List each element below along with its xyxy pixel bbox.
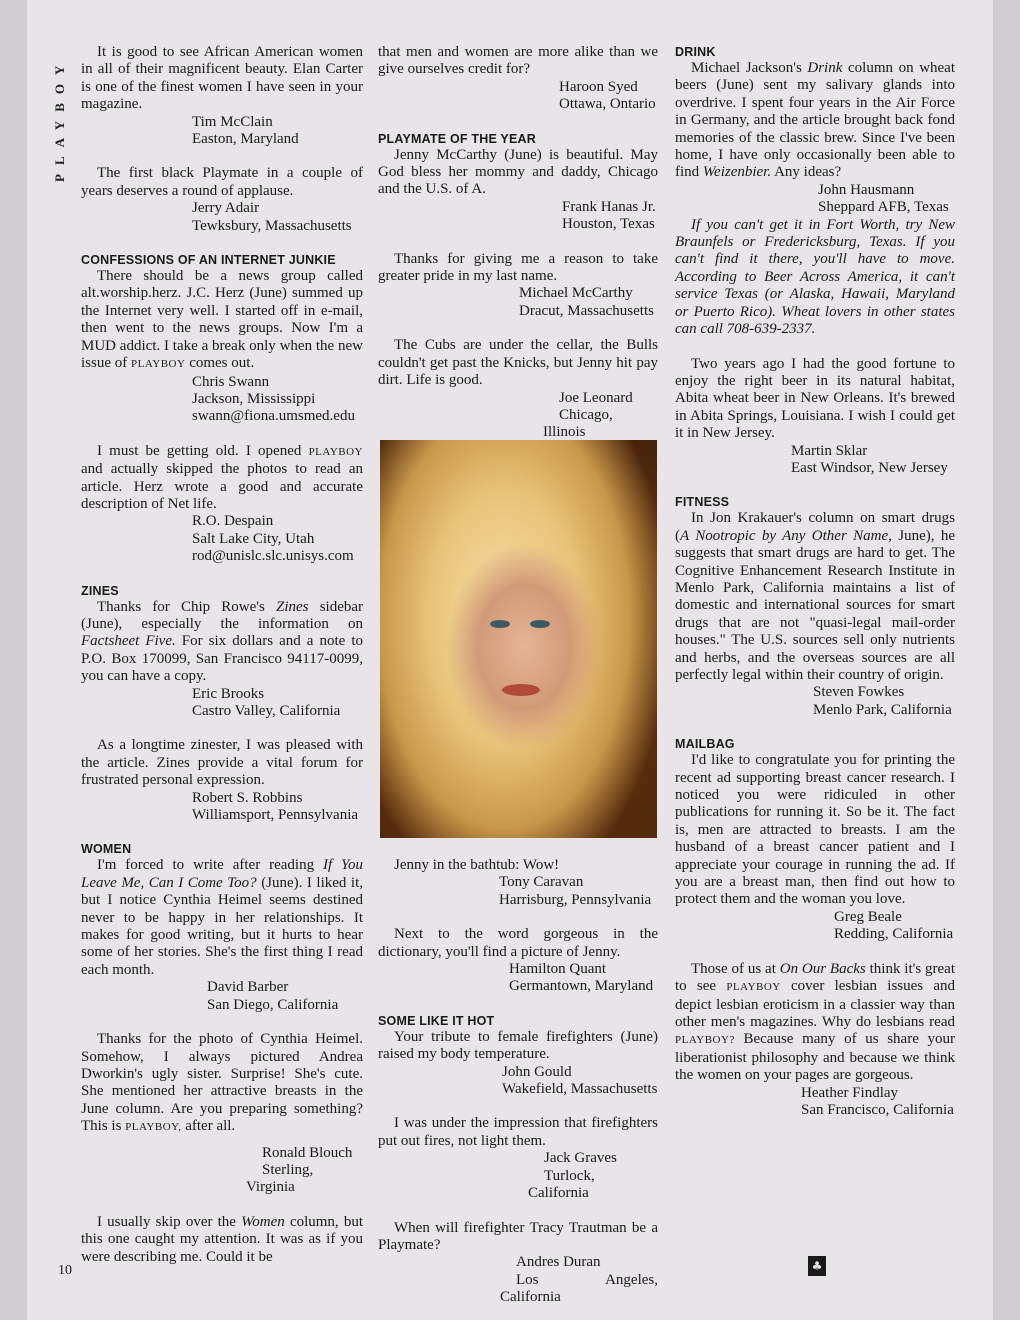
letter-location: Sterling, Virginia	[246, 1161, 314, 1196]
rabbit-logo-icon: ♣	[808, 1256, 826, 1276]
letter-signature: Jack Graves	[544, 1150, 617, 1167]
letter-text: I usually skip over the Women column, but this one caught my attention. It was as if you were describing me. Could it be	[81, 1213, 364, 1265]
letter-location: San Francisco, California	[801, 1101, 954, 1118]
section-heading: SOME LIKE IT HOT	[378, 1013, 495, 1028]
letter-location: Castro Valley, California	[192, 703, 341, 719]
letter-location: Salt Lake City, Utah	[192, 530, 315, 547]
photo-eye	[530, 620, 550, 628]
letter-location: Redding, California	[834, 926, 954, 943]
letter-signature: Jerry Adair	[192, 200, 260, 217]
letter-location: San Diego, California	[207, 996, 339, 1013]
letter-signature: Haroon Syed	[559, 78, 638, 95]
letter-text: The first black Playmate in a couple of years deserves a round of applause.	[81, 165, 363, 199]
letter-location: Wakefield, Massachusetts	[502, 1081, 658, 1098]
letter-text: Thanks for Chip Rowe's Zines sidebar (June), especially the information on Factsheet Five. For six dollars and a note to P.O. Box 170099, San Francisco 94117-0099, you can have a copy.	[81, 598, 364, 685]
letter-text: I was under the impression that firefighters put out fires, not light them.	[378, 1115, 658, 1149]
letter-signature: Tony Caravan	[499, 874, 584, 891]
letter-text: Thanks for giving me a reason to take greater pride in my last name.	[378, 250, 658, 285]
letter-text: Jenny McCarthy (June) is beautiful. May God bless her mommy and daddy, Chicago and the U.S. of A.	[378, 146, 658, 198]
letter-signature: Eric Brooks	[192, 685, 265, 702]
letter-signature: Frank Hanas Jr.	[562, 198, 656, 215]
section-heading: PLAYMATE OF THE YEAR	[378, 131, 536, 146]
letter-text: I must be getting old. I opened PLAYBOY and actually skipped the photos to read an article. Herz wrote a good and accurate description of Net life.	[81, 442, 364, 512]
letter-location: Turlock, California	[528, 1167, 595, 1202]
section-heading: WOMEN	[81, 842, 132, 857]
letter-signature: Heather Findlay	[801, 1084, 899, 1101]
letter-signature: R.O. Despain	[192, 513, 274, 530]
letter-location: Chicago, Illinois	[543, 406, 613, 441]
letter-signature: Martin Sklar	[791, 442, 868, 459]
letter-text: that men and women are more alike than we give ourselves credit for?	[378, 44, 658, 78]
masthead: PLAYBOY	[52, 56, 67, 182]
letter-location: Germantown, Maryland	[509, 978, 654, 995]
letter-signature: Tim McClain	[192, 113, 273, 130]
letter-signature: Hamilton Quant	[509, 961, 607, 978]
column-3	[675, 44, 955, 1119]
column-2-lower	[378, 857, 658, 1307]
jenny-mccarthy-photo	[380, 440, 657, 838]
photo-eye	[490, 620, 510, 628]
letter-location: East Windsor, New Jersey	[791, 459, 948, 476]
letter-signature: Chris Swann	[192, 373, 270, 390]
letter-text: Your tribute to female firefighters (June) raised my body temperature.	[378, 1028, 658, 1063]
letter-text: I'd like to congratulate you for printing the recent ad supporting breast cancer research. I noticed you were ridiculed in other publications for running it. So be it. The fact is, men are attracted to breasts. I am the husband of a breast cancer patient and I appreciate your courage in running the ad. If you are a breast man, then find out how to protect them and the woman you love.	[675, 752, 955, 908]
letter-location: Ottawa, Ontario	[559, 96, 656, 113]
letter-email: swann@fiona.umsmed.edu	[192, 408, 355, 425]
letter-location: Los Angeles, California	[500, 1271, 658, 1306]
letter-signature: Greg Beale	[834, 908, 902, 925]
letter-text: Two years ago I had the good fortune to enjoy the right beer in its natural habitat, Abita wheat beer in New Orleans. It's brewed in Abita Springs, Louisiana. I wish I could get it in New Jersey.	[675, 355, 955, 442]
letter-location: Easton, Maryland	[192, 131, 299, 148]
letter-signature: David Barber	[207, 979, 289, 996]
column-1	[81, 44, 363, 1266]
letter-signature: Robert S. Robbins	[192, 789, 303, 806]
section-heading: ZINES	[81, 583, 119, 598]
letter-location: Dracut, Massachusetts	[519, 302, 654, 319]
section-heading: FITNESS	[675, 495, 730, 510]
letter-signature: John Hausmann	[818, 181, 915, 198]
letter-location: Jackson, Mississippi	[192, 390, 316, 407]
section-heading: MAILBAG	[675, 737, 735, 752]
letter-text: The Cubs are under the cellar, the Bulls couldn't get past the Knicks, but Jenny hit pay dirt. Life is good.	[378, 337, 658, 389]
letter-text: Michael Jackson's Drink column on wheat beers (June) sent my salivary glands into overdrive. I spent four years in the Air Force in Germany, and the article brought back fond memories of the classic brew. Since I've been home, I have only occasionally been able to find Weizenbier. Any ideas?	[675, 60, 956, 181]
section-heading: CONFESSIONS OF AN INTERNET JUNKIE	[81, 253, 336, 268]
column-2	[378, 44, 658, 442]
letter-text: I'm forced to write after reading If You Leave Me, Can I Come Too? (June). I liked it, but I notice Cynthia Heimel seems destined never to be happy in her relationships. It makes for good writing, but it hurts to hear some of her stories. She's the first thing I read each month.	[81, 857, 363, 978]
letter-signature: Joe Leonard	[559, 389, 633, 406]
letter-text: Jenny in the bathtub: Wow!	[394, 857, 560, 873]
letter-signature: Andres Duran	[516, 1254, 601, 1271]
letter-text: As a longtime zinester, I was pleased with the article. Zines provide a vital forum for frustrated personal expression.	[81, 737, 363, 789]
letter-location: Houston, Texas	[562, 216, 655, 233]
photo-lips	[502, 684, 540, 696]
letter-text: When will firefighter Tracy Trautman be a Playmate?	[378, 1219, 658, 1253]
section-heading: DRINK	[675, 45, 716, 59]
letter-location: Sheppard AFB, Texas	[818, 199, 949, 216]
letter-location: Williamsport, Pennsylvania	[192, 807, 359, 824]
letter-signature: John Gould	[502, 1063, 572, 1080]
letter-signature: Ronald Blouch	[262, 1144, 353, 1161]
editor-reply: If you can't get it in Fort Worth, try New Braunfels or Fredericksburg, Texas. If you can't find it there, you'll have to move. According to Beer Across America, it can't service Texas (or Alaska, Hawaii, Maryland or Puerto Rico). Wheat lovers in other states can call 708-639-2337.	[675, 216, 955, 338]
letter-email: rod@unislc.slc.unisys.com	[192, 548, 354, 565]
letter-signature: Michael McCarthy	[519, 285, 633, 302]
letter-text: Thanks for the photo of Cynthia Heimel. Somehow, I always pictured Andrea Dworkin's ugly sister. Surprise! She's cute. She mentioned her attractive breasts in the June column. Are you preparing something? This is PLAYBOY, after all.	[81, 1031, 363, 1135]
letter-text: Those of us at On Our Backs think it's great to see PLAYBOY cover lesbian issues and depict lesbian eroticism in a classier way than other men's magazines. Why do lesbians read PLAYBOY? Because many of us share your liberationist philosophy and because we think the women on your pages are gorgeous.	[675, 960, 956, 1084]
page-number: 10	[58, 1263, 72, 1278]
letter-location: Tewksbury, Massachusetts	[192, 217, 352, 234]
letter-text: It is good to see African American women in all of their magnificent beauty. Elan Carter is one of the finest women I have seen in your magazine.	[81, 44, 363, 113]
letter-signature: Steven Fowkes	[813, 684, 905, 701]
letter-text: Next to the word gorgeous in the dictionary, you'll find a picture of Jenny.	[378, 926, 658, 960]
letter-text: There should be a news group called alt.worship.herz. J.C. Herz (June) summed up the Internet very well. I started off in e-mail, then went to the news groups. Now I'm a MUD addict. I take a break only when the new issue of PLAYBOY comes out.	[81, 268, 363, 372]
letter-text: In Jon Krakauer's column on smart drugs (A Nootropic by Any Other Name, June), he suggests that smart drugs are hard to get. The Cognitive Enhancement Research Institute in Menlo Park, California maintains a list of domestic and international sources for smart drugs that are not "quasi-legal mail-order houses." The U.S. sources sell only nutrients and herbs, and the overseas sources are all perfectly legal within their country of origin.	[675, 510, 956, 683]
letter-location: Menlo Park, California	[813, 701, 952, 718]
letter-location: Harrisburg, Pennsylvania	[499, 891, 652, 908]
